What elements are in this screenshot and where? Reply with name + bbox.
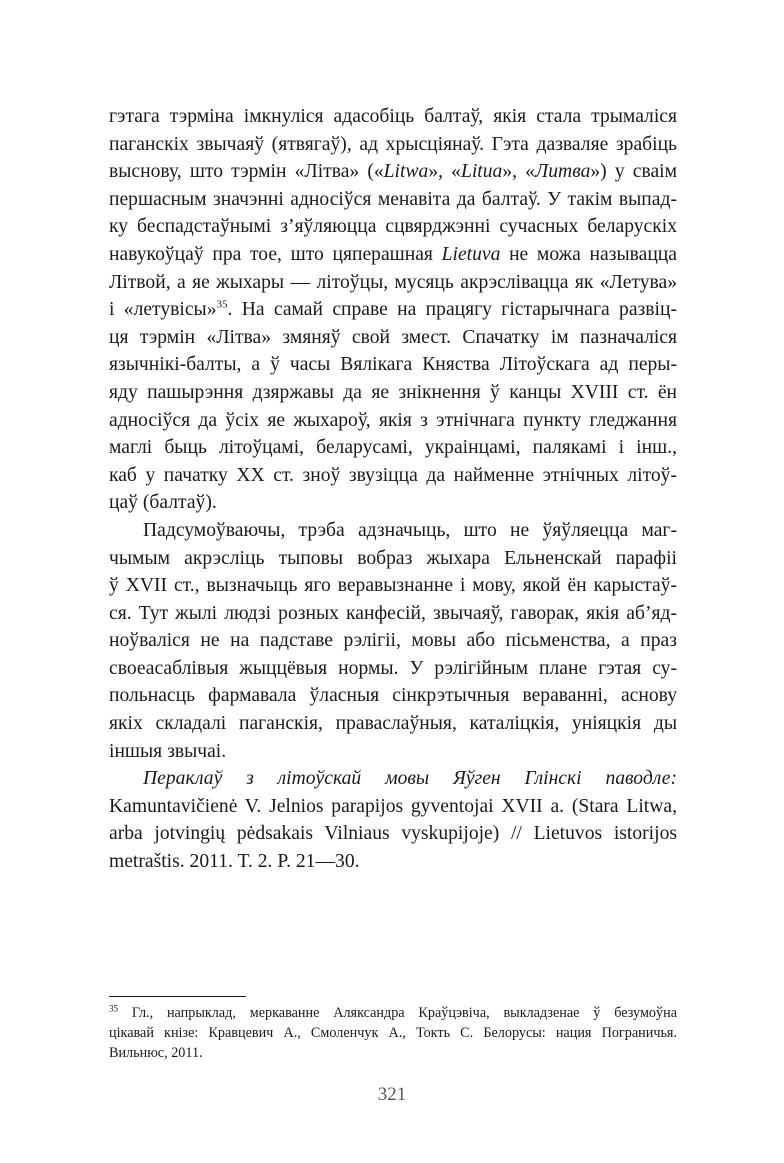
text-line: Літвой, а яе жыхары — літоўцы, мусяць акрэслівацца як «Летува» bbox=[109, 271, 677, 293]
text-line: чымым акрэсліць тыповы вобраз жыхара Ельненскай парафіі bbox=[109, 547, 677, 569]
text-line: ку беспадстаўнымі з’яўляюцца сцвярджэнні сучасных беларускіх bbox=[109, 216, 677, 238]
text-line: Kamuntavičienė V. Jelnios parapijos gyventojai XVII a. (Stara Litwa, bbox=[109, 795, 677, 817]
source-citation bbox=[109, 765, 677, 875]
text-line: ця тэрмін «Літва» змяняў свой змест. Спачатку ім пазначаліся bbox=[109, 326, 677, 348]
text-run: навукоўцаў пра тое, што цяперашная bbox=[109, 243, 442, 265]
italic-term: Litwa bbox=[383, 161, 429, 183]
text-line: ноўваліся не на падставе рэлігіі, мовы або пісьменства, а праз bbox=[109, 630, 677, 652]
text-line: яду пашырэння дзяржавы да яе знікнення ў канцы XVIII ст. ён bbox=[109, 381, 677, 403]
footnote-reference[interactable]: 35 bbox=[216, 298, 228, 311]
text-run: і «летувісы» bbox=[109, 299, 217, 321]
text-line: Вильнюс, 2011. bbox=[109, 1045, 203, 1061]
footnote-divider bbox=[109, 996, 246, 997]
text-line: першасным значэнні адносіўся менавіта да балтаў. У такім выпад- bbox=[109, 188, 677, 210]
text-line: якіх складалі паганскія, праваслаўныя, каталіцкія, уніяцкія ды bbox=[109, 713, 677, 735]
text-line bbox=[109, 296, 677, 324]
text-run: ») у сваім bbox=[590, 161, 678, 183]
text-line: metraštis. 2011. T. 2. P. 21—30. bbox=[109, 851, 360, 873]
text-line: своеасаблівыя жыццёвыя нормы. У рэлігійным плане гэтая су- bbox=[109, 657, 677, 679]
text-run: не можа называцца bbox=[500, 243, 677, 265]
text-run: », « bbox=[428, 161, 461, 183]
translator-credit bbox=[109, 765, 677, 793]
text-run: выснову, што тэрмін «Літва» (« bbox=[109, 161, 384, 183]
text-line: каб у пачатку XX ст. зноў звузіцца да найменне этнічных літоў- bbox=[109, 464, 677, 486]
text-line: маглі быць літоўцамі, беларусамі, украінцамі, палякамі і інш., bbox=[109, 437, 677, 459]
text-line: польнасць фармавала ўласныя сінкрэтычныя вераванні, аснову bbox=[109, 685, 677, 707]
italic-term: Litua bbox=[460, 161, 503, 183]
text-line: язычнікі-балты, а ў часы Вялікага Княства Літоўскага ад пеpы- bbox=[109, 354, 677, 376]
main-text bbox=[109, 103, 677, 876]
page-number: 321 bbox=[377, 1084, 407, 1105]
text-line: іншыя звычаі. bbox=[109, 740, 227, 762]
text-line: цікавай кнізе: Кравцевич А., Смоленчук А., Токть С. Белорусы: нация Пограничья. bbox=[109, 1025, 677, 1041]
text-line bbox=[109, 158, 677, 186]
text-line: адносіўся да ўсіх яе жыхароў, якія з этнічнага пункту гледжання bbox=[109, 409, 677, 431]
text-line: ся. Тут жылі людзі розных канфесій, звычаяў, гаворак, якія аб’яд- bbox=[109, 602, 677, 624]
text-line bbox=[109, 241, 677, 269]
text-line: ў XVII ст., вызначыць яго веравызнанне і мову, якой ён карыстаў- bbox=[109, 575, 677, 597]
text-line: Падсумоўваючы, трэба адзначыць, што не ўяўляецца маг- bbox=[143, 519, 677, 541]
text-line: гэтага тэрміна імкнуліся адасобіць балтаў, якія стала трымаліся bbox=[109, 106, 677, 127]
text-line bbox=[109, 1003, 677, 1023]
footnote bbox=[109, 1003, 677, 1063]
text-line: цаў (балтаў). bbox=[109, 492, 217, 514]
text-run: Гл., напрыклад, меркаванне Аляксандра Краўцэвіча, выкладзенае ў безумоўна bbox=[118, 1005, 677, 1021]
text-run: Пераклаў з літоўскай мовы Яўген Глінскі паводле: bbox=[143, 768, 677, 790]
text-line: arba jotvingių pėdsakais Vilniaus vyskupijoje) // Lietuvos istorijos bbox=[109, 823, 677, 845]
paragraph-2 bbox=[109, 517, 677, 765]
italic-term: Литва bbox=[534, 161, 591, 183]
italic-term: Lietuva bbox=[441, 243, 501, 265]
text-line: паганскіх звычаяў (ятвягаў), ад хрысціянаў. Гэта дазваляе зрабіць bbox=[109, 133, 677, 155]
text-run: . На самай справе на працягу гістарычнага развіц- bbox=[227, 299, 677, 321]
paragraph-1 bbox=[109, 103, 677, 517]
footnote-number: 35 bbox=[109, 1003, 118, 1014]
text-run: », « bbox=[502, 161, 535, 183]
